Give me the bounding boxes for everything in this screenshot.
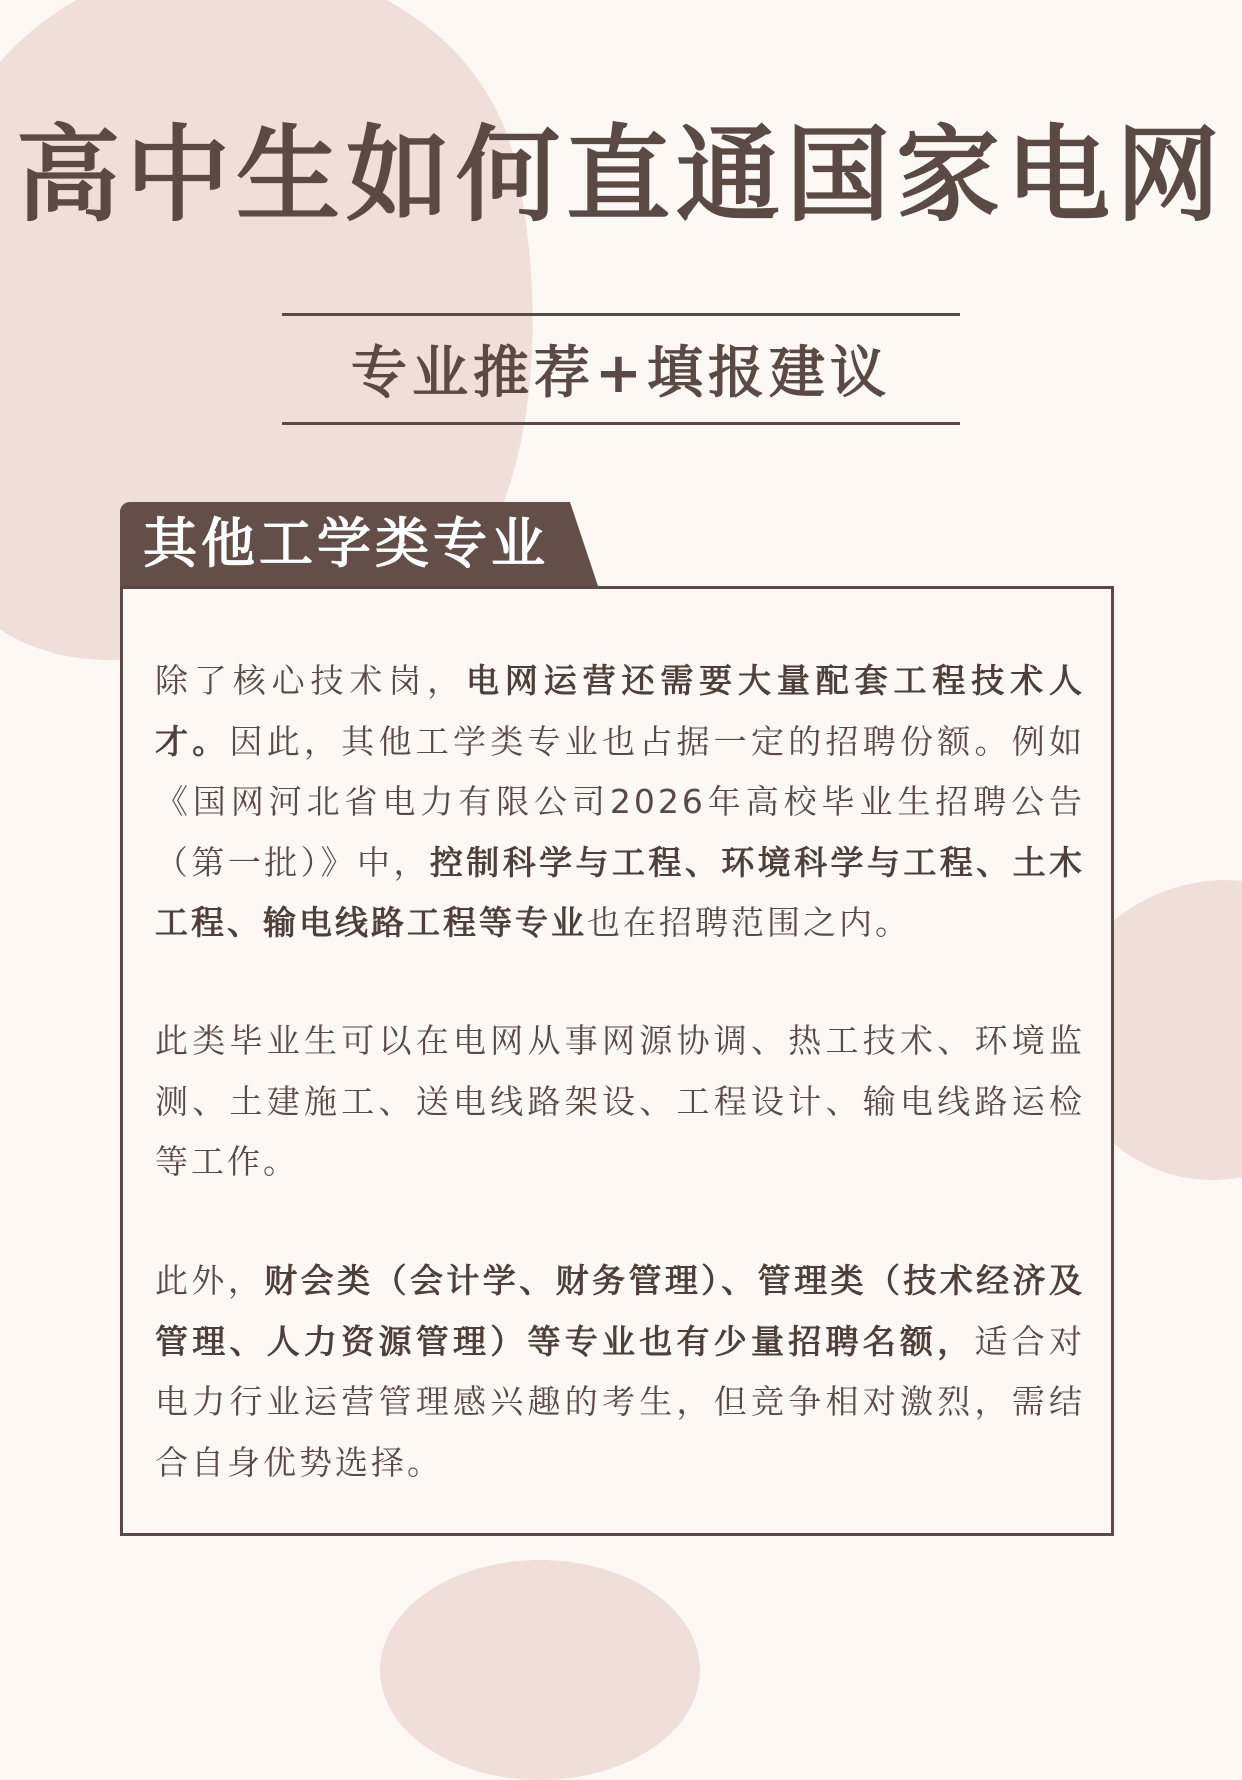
p3-text-1: 此外， xyxy=(155,1261,265,1300)
subtitle-top-rule xyxy=(282,313,960,316)
p1-bold-1: 电网运营还需要大量配套工程技术人才。 xyxy=(155,661,1086,761)
p1-bold-2: 控制科学与工程、环境科学与工程、土木工程、输电线路工程等专业 xyxy=(155,842,1086,942)
p1-text-3: 也在招聘范围之内。 xyxy=(587,903,911,942)
page-title: 高中生如何直通国家电网 xyxy=(15,114,1226,236)
p1-text-1: 除了核心技术岗， xyxy=(155,661,466,700)
paragraph-1 xyxy=(155,651,1085,954)
paragraph-3 xyxy=(155,1251,1085,1493)
subtitle-bottom-rule xyxy=(282,422,960,425)
paragraph-2: 此类毕业生可以在电网从事网源协调、热工技术、环境监测、土建施工、送电线路架设、工程设计、输电线路运检等工作。 xyxy=(155,1021,1085,1181)
p1-text-2: 因此，其他工学类专业也占据一定的招聘份额。例如《国网河北省电力有限公司2026年高校毕业生招聘公告（第一批）》中， xyxy=(155,721,1085,882)
page-subtitle: 专业推荐+填报建议 xyxy=(351,341,891,406)
p3-bold-1: 财会类（会计学、财务管理）、管理类（技术经济及管理、人力资源管理）等专业也有少量招聘名额， xyxy=(155,1261,1086,1361)
p3-text-2: 适合对电力行业运营管理感兴趣的考生，但竞争相对激烈，需结合自身优势选择。 xyxy=(155,1321,1085,1482)
decorative-blob-bottom xyxy=(380,1560,700,1780)
section-tab-label: 其他工学类专业 xyxy=(143,512,549,575)
